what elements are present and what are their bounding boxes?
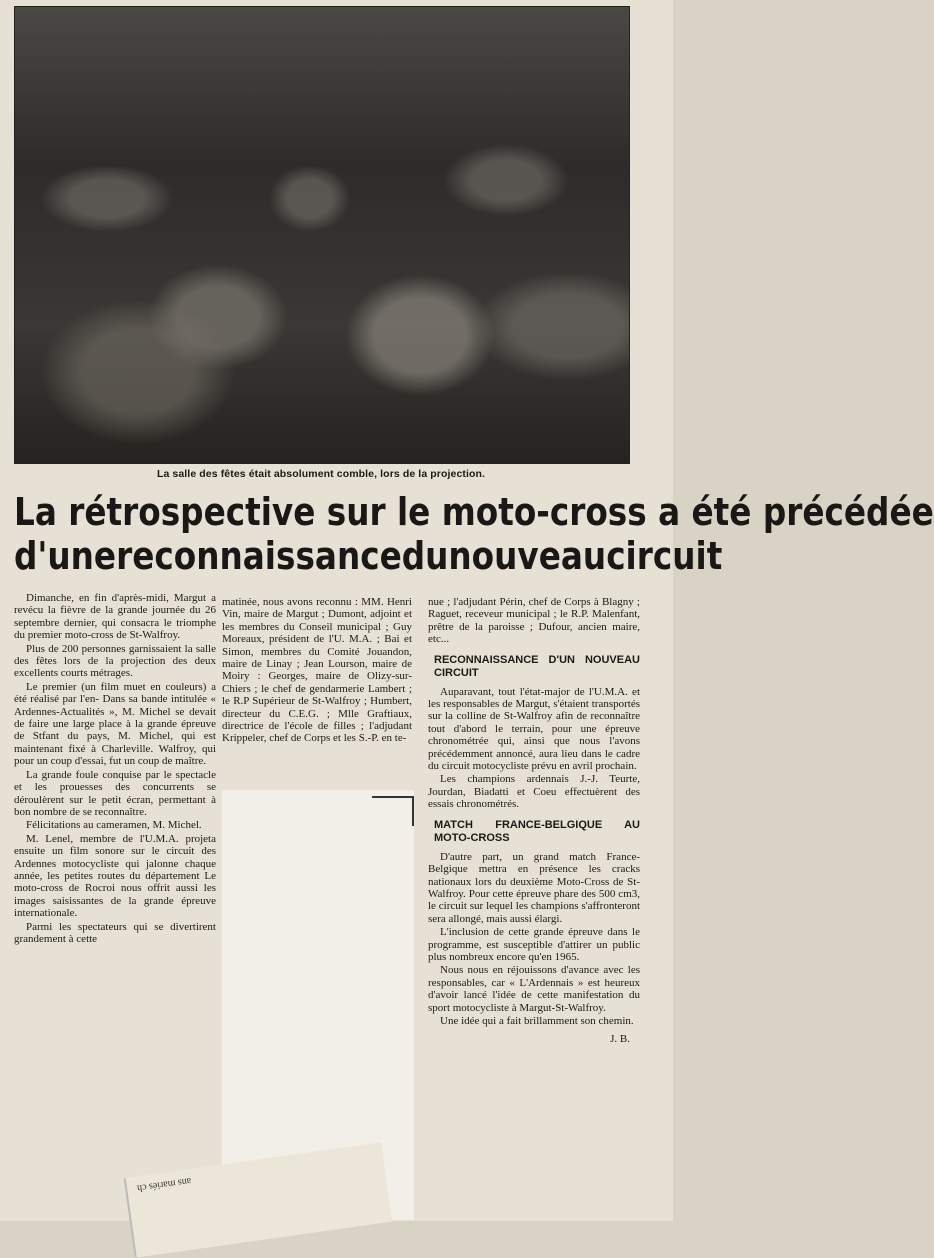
box-border [372, 796, 414, 798]
paragraph: La grande foule conquise par le spectacle et les prouesses des concurrents se déroulèrent sur le petit écran, permettant à bon nombre de se reconnaître. [14, 768, 216, 818]
paragraph: D'autre part, un grand match France-Belgique mettra en présence les cracks nationaux lors du deuxième Moto-Cross de St-Walfroy. Pour cette épreuve phare des 500 cm3, le circuit sur lequel les champions s'affronteront sera allongé, mais aussi élargi. [428, 850, 640, 925]
headline-word: d'une [14, 534, 117, 578]
paragraph: Nous nous en réjouissons d'avance avec les responsables, car « L'Ardennais » est heureux d'avoir lancé l'idée de cette manifestation du sport motocycliste à Margut-St-Walfroy. [428, 964, 640, 1014]
paragraph: Une idée qui a fait brillamment son chemin. [440, 1014, 634, 1027]
author-signature: J. B. [610, 1033, 630, 1046]
article-column-2 [222, 596, 412, 746]
headline-word: du [401, 534, 449, 578]
paragraph: Parmi les spectateurs qui se divertirent grandement à cette [14, 920, 216, 945]
paragraph: nue ; l'adjudant Périn, chef de Corps à Blagny ; Raguet, receveur municipal ; le R.P. Malenfant, prêtre de la paroisse ; Dufour, ancien maire, etc... [428, 596, 640, 646]
headline-line-2 [14, 534, 723, 578]
paragraph: Dimanche, en fin d'après-midi, Margut a revécu la fièvre de la grande journée du 26 septembre dernier, qui consacra le triomphe du premier moto-cross de St-Walfroy. [14, 592, 216, 642]
headline-word: nouveau [448, 534, 607, 578]
paragraph: Les champions ardennais J.-J. Teurte, Jourdan, Biadatti et Coeu effectuèrent des essais chronométrés. [428, 773, 640, 811]
paragraph: matinée, nous avons reconnu : MM. Henri Vin, maire de Margut ; Dumont, adjoint et les membres du Conseil municipal ; Guy Moreaux, président de l'U. M.A. ; Bai et Simon, membres du Comité Jouandon, maire de Linay ; Jean Lourson, maire de Moiry : Georges, maire de Olizy-sur-Chiers ; le chef de gendarmerie Lambert ; le R.P Supérieur de St-Walfroy ; Humbert, directeur du C.E.G. ; Mlle Graftiaux, directrice de l'école de filles ; l'adjudant Krippeler, chef de Corps et les S.-P. en te- [222, 596, 412, 745]
paragraph: Auparavant, tout l'état-major de l'U.M.A. et les responsables de Margut, s'étaient transportés sur la colline de St-Walfroy afin de reconnaître tout d'abord le terrain, pour une épreuve chronométrée qui, ainsi que nous l'avons précédemment annoncé, aura lieu dans le cadre du circuit motocycliste prévu en avril prochain. [428, 685, 640, 773]
headline-line-1: La rétrospective sur le moto-cross a été précédée [14, 490, 934, 534]
scrap-text: ans mariés ch [136, 1175, 192, 1194]
paragraph: Le premier (un film muet en couleurs) a été réalisé par l'en- Dans sa bande intitulée « Ardennes-Actualités », M. Michel se devait de faire une large place à la grande épreuve de Stfant du pays, M. Michel, qui est maintenant fixé à Charleville. Walfroy, qui pour un coup d'essai, fut un coup de maître. [14, 680, 216, 768]
article-column-1 [14, 592, 216, 946]
paragraph: Félicitations au cameramen, M. Michel. [26, 819, 202, 832]
section-title: RECONNAISSANCE D'UN NOUVEAU CIRCUIT [434, 653, 640, 679]
headline-word: reconnaissance [116, 534, 402, 578]
section-title: MATCH FRANCE-BELGIQUE AU MOTO-CROSS [434, 818, 640, 844]
headline-word: circuit [606, 534, 723, 578]
paper-scrap [124, 1142, 393, 1257]
box-border [412, 796, 414, 826]
article-column-3 [428, 596, 640, 1047]
paragraph: M. Lenel, membre de l'U.M.A. projeta ensuite un film sonore sur le circuit des Ardennes motocycliste qui jalonne chaque année, les petites routes du département Le moto-cross de Rocroi nous offrit aussi les images saisissantes de la grande épreuve internationale. [14, 832, 216, 920]
paragraph: L'inclusion de cette grande épreuve dans le programme, est susceptible d'attirer un public plus nombreux encore qu'en 1965. [428, 926, 640, 963]
photo-caption: La salle des fêtes était absolument comble, lors de la projection. [156, 468, 486, 480]
headline [14, 490, 934, 578]
crowd-photo [14, 6, 630, 464]
paragraph: Plus de 200 personnes garnissaient la salle des fêtes lors de la projection des deux excellents courts métrages. [14, 642, 216, 680]
